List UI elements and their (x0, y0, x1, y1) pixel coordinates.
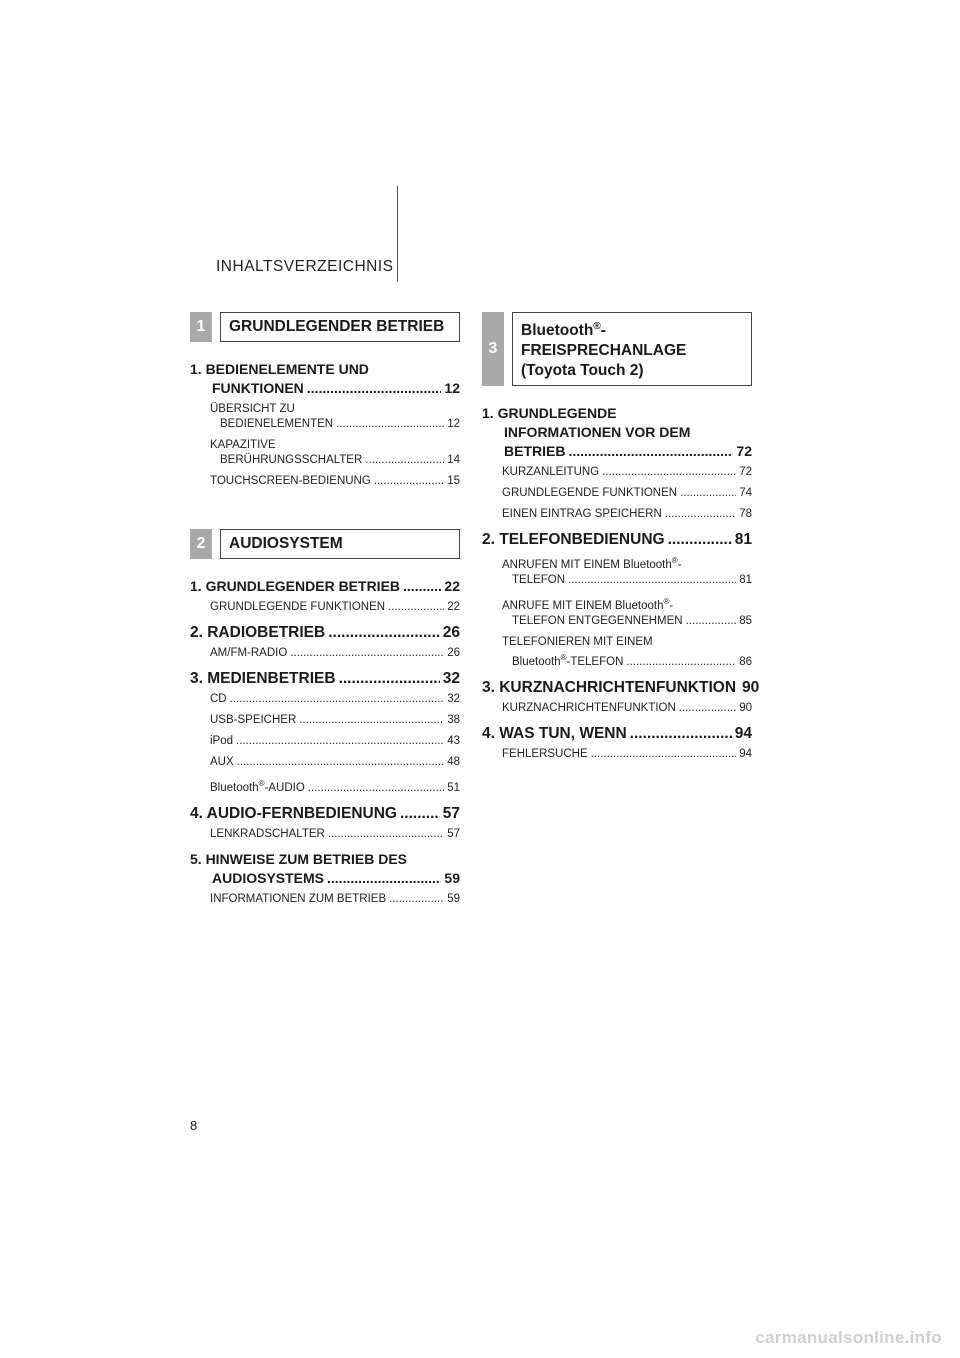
dot-leader (680, 486, 736, 501)
toc-item-text-line: KAPAZITIVE (210, 439, 276, 451)
toc-item[interactable] (210, 892, 460, 907)
page-number: 8 (190, 1118, 198, 1133)
section-3 (482, 312, 760, 762)
toc-item-title: BERÜHRUNGSSCHALTER (220, 454, 363, 466)
toc-item-title: USB-SPEICHER (210, 714, 297, 726)
toc-item-title: Bluetooth®-TELEFON (512, 652, 624, 668)
toc-chapter[interactable] (190, 850, 460, 888)
dot-leader (374, 474, 444, 489)
toc-item-page: 14 (447, 454, 460, 466)
toc-item-title: BEDIENELEMENTEN (220, 418, 334, 430)
toc-chapter-page: 57 (442, 804, 460, 822)
toc-item-text-line: ÜBERSICHT ZU (210, 403, 295, 415)
dot-leader (568, 442, 733, 461)
section-title-line: (Toyota Touch 2) (521, 362, 644, 380)
toc-item[interactable] (502, 635, 752, 670)
toc-item[interactable] (210, 692, 460, 707)
toc-column-left (190, 312, 460, 913)
toc-chapter-title: 3. MEDIENBETRIEB (190, 670, 336, 687)
toc-chapter-page: 12 (444, 380, 460, 396)
toc-chapter-page: 32 (442, 670, 460, 687)
toc-item-page: 51 (447, 781, 460, 794)
section-number-badge: 2 (190, 529, 212, 559)
dot-leader (389, 892, 444, 907)
toc-item[interactable] (502, 594, 752, 629)
toc-item-title: Bluetooth®-AUDIO (210, 779, 305, 794)
toc-chapter-text-line: 5. HINWEISE ZUM BETRIEB DES (190, 850, 408, 867)
dot-leader (568, 573, 736, 588)
dot-leader (327, 869, 441, 888)
toc-chapter-page: 94 (734, 724, 752, 742)
toc-item-title: LENKRADSCHALTER (210, 827, 325, 840)
toc-item[interactable] (502, 507, 752, 522)
section-number-badge: 1 (190, 312, 212, 342)
dot-leader (308, 781, 444, 796)
toc-chapter[interactable] (482, 678, 760, 697)
toc-chapter-title: 2. RADIOBETRIEB (190, 624, 326, 641)
toc-item[interactable] (210, 734, 460, 749)
toc-item[interactable] (210, 776, 460, 796)
section-header (190, 529, 460, 559)
toc-chapter-page: 72 (736, 443, 752, 460)
toc-chapter-page: 59 (444, 869, 460, 886)
toc-item-page: 12 (447, 418, 460, 430)
dot-leader (686, 614, 737, 629)
toc-item-page: 86 (739, 655, 752, 668)
toc-item-title: KURZNACHRICHTENFUNKTION (502, 701, 676, 714)
toc-item[interactable] (210, 755, 460, 770)
toc-item-title: GRUNDLEGENDE FUNKTIONEN (210, 601, 386, 613)
dot-leader (236, 734, 444, 749)
toc-column-right (482, 312, 760, 768)
watermark: carmanualsonline.info (755, 1328, 942, 1347)
toc-item-text-line: ANRUFE MIT EINEM Bluetooth®- (502, 596, 674, 612)
toc-item-page: 48 (447, 756, 460, 768)
section-title (220, 529, 460, 559)
toc-chapter-page: 22 (444, 578, 460, 594)
section-header (190, 312, 460, 342)
toc-item-page: 94 (739, 747, 752, 760)
toc-item[interactable] (210, 713, 460, 728)
toc-item[interactable] (502, 553, 752, 588)
toc-chapter-title: 1. GRUNDLEGENDER BETRIEB (190, 578, 401, 594)
toc-item-title: TELEFON ENTGEGENNEHMEN (512, 614, 683, 627)
toc-item-page: 85 (739, 614, 752, 627)
page-header-title: INHALTSVERZEICHNIS (216, 258, 394, 275)
toc-item-page: 38 (447, 714, 460, 726)
toc-chapter-text-line: INFORMATIONEN VOR DEM (504, 424, 691, 441)
toc-chapter-page: 90 (742, 678, 760, 696)
dot-leader (400, 804, 440, 823)
section-1 (190, 312, 460, 489)
toc-item[interactable] (502, 701, 752, 716)
toc-item-title: TOUCHSCREEN-BEDIENUNG (210, 475, 371, 487)
toc-item-page: 15 (447, 475, 460, 487)
toc-chapter[interactable] (190, 623, 460, 642)
toc-chapter-text-line: 1. BEDIENELEMENTE UND (190, 361, 369, 377)
dot-leader (665, 507, 736, 522)
dot-leader (365, 453, 444, 468)
toc-item-title: INFORMATIONEN ZUM BETRIEB (210, 892, 387, 905)
toc-chapter[interactable] (190, 360, 460, 398)
toc-item[interactable] (502, 747, 752, 762)
toc-item-page: 74 (739, 487, 752, 500)
toc-chapter-text-line: 1. GRUNDLEGENDE (482, 405, 617, 422)
toc-chapter-title: 3. KURZNACHRICHTENFUNKTION (482, 678, 737, 696)
toc-chapter[interactable] (190, 669, 460, 688)
dot-leader (307, 379, 442, 398)
toc-chapter[interactable] (482, 530, 752, 549)
toc-item[interactable] (210, 600, 460, 615)
dot-leader (328, 623, 440, 642)
toc-chapter[interactable] (482, 404, 752, 461)
toc-chapter-page: 81 (734, 531, 752, 549)
toc-item-text-line: ANRUFEN MIT EINEM Bluetooth®- (502, 556, 682, 571)
toc-chapter[interactable] (190, 577, 460, 596)
toc-chapter-title: BETRIEB (504, 443, 566, 460)
toc-item-page: 22 (447, 601, 460, 613)
toc-item[interactable] (502, 465, 752, 480)
dot-leader (290, 646, 444, 661)
toc-item-title: KURZANLEITUNG (502, 466, 600, 479)
dot-leader (299, 713, 444, 728)
section-title (512, 312, 752, 386)
section-title (220, 312, 460, 342)
dot-leader (668, 530, 732, 549)
dot-leader (237, 755, 445, 770)
toc-chapter-title: FUNKTIONEN (212, 380, 304, 396)
toc-item[interactable] (210, 438, 460, 468)
dot-leader (403, 577, 441, 596)
toc-chapter-title: 4. AUDIO-FERNBEDIENUNG (190, 804, 397, 822)
dot-leader (328, 827, 444, 842)
toc-item[interactable] (502, 486, 752, 501)
toc-item-text-line: TELEFONIEREN MIT EINEM (502, 635, 653, 648)
section-title-line: AUDIOSYSTEM (229, 535, 343, 552)
toc-item-page: 32 (447, 693, 460, 705)
dot-leader (679, 701, 736, 716)
dot-leader (626, 655, 736, 670)
section-header (482, 312, 752, 386)
toc-item[interactable] (210, 646, 460, 661)
section-2 (190, 529, 460, 907)
toc-item[interactable] (210, 474, 460, 489)
dot-leader (630, 724, 732, 743)
dot-leader (388, 600, 444, 615)
toc-item-title: TELEFON (512, 573, 566, 586)
toc-item-page: 57 (447, 827, 460, 840)
toc-item-page: 81 (739, 573, 752, 586)
toc-item[interactable] (210, 827, 460, 842)
toc-item-page: 72 (739, 466, 752, 479)
toc-chapter-title: 2. TELEFONBEDIENUNG (482, 531, 665, 549)
toc-item-title: GRUNDLEGENDE FUNKTIONEN (502, 487, 678, 500)
section-title-line: GRUNDLEGENDER BETRIEB (229, 318, 445, 335)
toc-chapter[interactable] (482, 724, 752, 743)
toc-item-page: 78 (739, 508, 752, 521)
toc-chapter-title: AUDIOSYSTEMS (212, 869, 325, 886)
toc-chapter-title: 4. WAS TUN, WENN (482, 724, 627, 742)
dot-leader (230, 692, 445, 707)
toc-chapter[interactable] (190, 804, 460, 823)
toc-item-title: iPod (210, 735, 234, 747)
dot-leader (602, 465, 736, 480)
toc-item-title: AUX (210, 756, 234, 768)
toc-item-page: 90 (739, 701, 752, 714)
dot-leader (591, 747, 737, 762)
section-title-line: FREISPRECHANLAGE (521, 342, 687, 360)
toc-chapter-page: 26 (442, 624, 460, 641)
header-divider (397, 186, 398, 282)
dot-leader (339, 669, 440, 688)
toc-item-page: 26 (447, 647, 460, 659)
toc-item-page: 43 (447, 735, 460, 747)
toc-item[interactable] (210, 402, 460, 432)
section-title-line: Bluetooth®- (521, 321, 606, 340)
toc-item-title: FEHLERSUCHE (502, 747, 588, 760)
toc-item-title: AM/FM-RADIO (210, 647, 288, 659)
toc-item-title: CD (210, 693, 227, 705)
toc-item-title: EINEN EINTRAG SPEICHERN (502, 508, 662, 521)
section-number-badge: 3 (482, 312, 504, 386)
dot-leader (336, 417, 444, 432)
toc-item-page: 59 (447, 892, 460, 905)
